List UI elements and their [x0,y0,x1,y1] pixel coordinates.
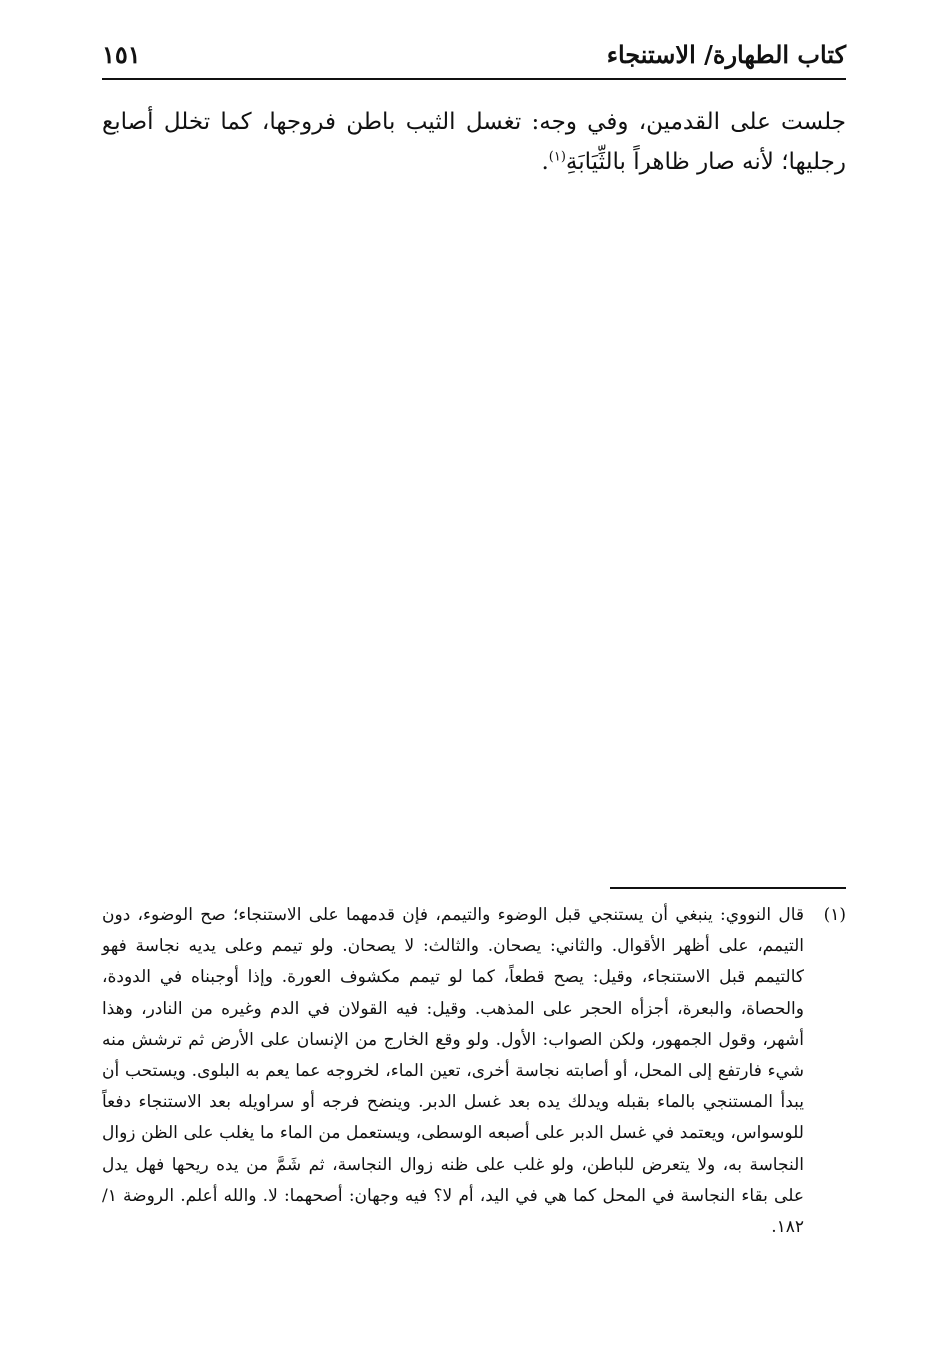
footnote-marker: (١) [548,149,566,165]
footnote-separator [610,887,846,889]
page-header [102,40,846,80]
paragraph-end: . [541,149,549,175]
page-number: ١٥١ [102,40,141,69]
body-paragraph [102,102,846,182]
running-title: كتاب الطهارة/ الاستنجاء [606,40,846,69]
footnote-number: (١) [823,905,846,925]
footnote [102,900,846,1243]
footnote-text: قال النووي: ينبغي أن يستنجي قبل الوضوء والتيمم، فإن قدمهما على الاستنجاء؛ صح الوضوء، دون التيمم، على أظهر الأقوال. والثاني: يصحان. والثالث: لا يصحان. ولو تيمم وعلى يديه نجاسة فهو كالتيمم قبل الاستنجاء، وقيل: يصح قطعاً، كما لو تيمم مكشوف العورة. وإذا أوجبناه في الدودة، والحصاة، والبعرة، أجزأه الحجر على المذهب. وقيل: فيه القولان في الدم وغيره من النادر، وهذا أشهر، وقول الجمهور، ولكن الصواب: الأول. ولو وقع الخارج من الإنسان على الأرض ثم ترشش منه شيء فارتفع إلى المحل، أو أصابته نجاسة أخرى، تعين الماء، لخروجه عما يعم به البلوى. ويستحب أن يبدأ المستنجي بالماء بقبله ويدلك يده بعد غسل الدبر. وينضح فرجه أو سراويله بعد الاستنجاء دفعاً للوسواس، ويعتمد في غسل الدبر على أصبعه الوسطى، ويستعمل من الماء ما يغلب على الظن زوال النجاسة به، ولا يتعرض للباطن، ولو غلب على ظنه زوال النجاسة، ثم شَمَّ من يده ريحها فهل يدل على بقاء النجاسة في المحل كما هي في اليد، أم لا؟ فيه وجهان: أصحهما: لا. والله أعلم. الروضة ١/ ١٨٢. [102,905,804,1238]
body-text: جلست على القدمين، وفي وجه: تغسل الثيب باطن فروجها، كما تخلل أصابع رجليها؛ لأنه صار ظاهراً بالثِّيَابَةِ [102,109,846,175]
